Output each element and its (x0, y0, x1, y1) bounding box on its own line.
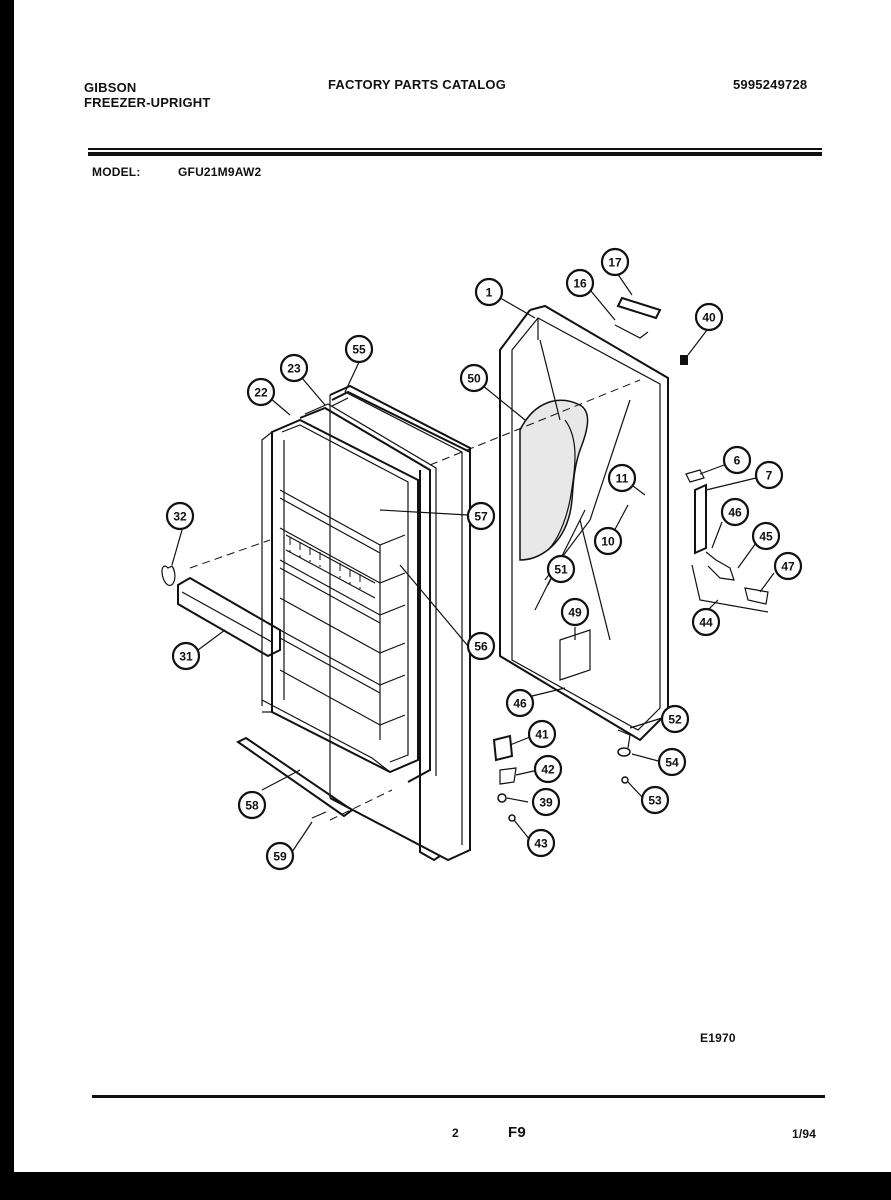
callout-49 (562, 599, 588, 625)
callout-7 (756, 462, 782, 488)
callout-50 (461, 365, 487, 391)
callout-54 (659, 749, 685, 775)
svg-text:57: 57 (474, 509, 488, 524)
svg-text:44: 44 (699, 615, 713, 630)
page-number: 2 (452, 1126, 459, 1140)
svg-text:45: 45 (759, 529, 773, 544)
svg-text:58: 58 (245, 798, 259, 813)
cover-16 (615, 325, 648, 338)
callout-11 (609, 465, 635, 491)
cover-17 (618, 298, 660, 318)
callout-52 (662, 706, 688, 732)
callout-57 (468, 503, 494, 529)
callout-1 (476, 279, 502, 305)
handle-leader (190, 540, 270, 568)
svg-text:41: 41 (535, 727, 549, 742)
callout-42 (535, 756, 561, 782)
callout-53 (642, 787, 668, 813)
model-value: GFU21M9AW2 (178, 165, 262, 179)
callout-10 (595, 528, 621, 554)
svg-text:7: 7 (765, 468, 773, 483)
svg-text:51: 51 (554, 562, 568, 577)
callout-23 (281, 355, 307, 381)
svg-text:10: 10 (601, 534, 615, 549)
svg-text:22: 22 (254, 385, 268, 400)
svg-text:52: 52 (668, 712, 682, 727)
callout-58 (239, 792, 265, 818)
callout-43 (528, 830, 554, 856)
diagram-reference-code: E1970 (700, 1031, 736, 1045)
svg-text:46: 46 (728, 505, 742, 520)
svg-text:49: 49 (568, 605, 582, 620)
svg-text:11: 11 (615, 471, 629, 486)
callout-46-base (507, 690, 533, 716)
product-type: FREEZER-UPRIGHT (84, 95, 211, 110)
svg-text:17: 17 (608, 255, 622, 270)
catalog-date: 1/94 (792, 1127, 817, 1141)
callout-31 (173, 643, 199, 669)
callout-6 (724, 447, 750, 473)
section-code: F9 (508, 1124, 526, 1141)
svg-text:47: 47 (781, 559, 795, 574)
trim-leader (330, 790, 392, 820)
callout-17 (602, 249, 628, 275)
callout-55 (346, 336, 372, 362)
catalog-number: 5995249728 (733, 77, 808, 92)
callout-51 (548, 556, 574, 582)
screw-59 (312, 812, 326, 818)
callout-16 (567, 270, 593, 296)
svg-text:46: 46 (513, 696, 527, 711)
door-trim-top (332, 392, 470, 452)
svg-text:31: 31 (179, 649, 193, 664)
callout-46-hinge (722, 499, 748, 525)
callout-44 (693, 609, 719, 635)
screw-40 (680, 355, 688, 365)
callout-59 (267, 843, 293, 869)
svg-text:42: 42 (541, 762, 555, 777)
svg-text:39: 39 (539, 795, 553, 810)
catalog-title: FACTORY PARTS CATALOG (328, 77, 507, 92)
callout-56 (468, 633, 494, 659)
callout-47 (775, 553, 801, 579)
callout-22 (248, 379, 274, 405)
svg-text:23: 23 (287, 361, 301, 376)
model-label: MODEL: (92, 165, 141, 179)
callout-41 (529, 721, 555, 747)
callout-39 (533, 789, 559, 815)
callout-40 (696, 304, 722, 330)
svg-text:54: 54 (665, 755, 679, 770)
svg-text:55: 55 (352, 342, 366, 357)
svg-text:50: 50 (467, 371, 481, 386)
svg-text:6: 6 (733, 453, 741, 468)
callout-32 (167, 503, 193, 529)
callout-45 (753, 523, 779, 549)
svg-text:43: 43 (534, 836, 548, 851)
footer-rule (92, 1095, 825, 1098)
svg-text:53: 53 (648, 793, 662, 808)
svg-text:56: 56 (474, 639, 488, 654)
brand-name: GIBSON (84, 80, 137, 95)
svg-text:1: 1 (485, 285, 493, 300)
svg-text:40: 40 (702, 310, 716, 325)
svg-text:16: 16 (573, 276, 587, 291)
svg-text:59: 59 (273, 849, 287, 864)
door-liner (262, 420, 418, 772)
svg-text:32: 32 (173, 509, 187, 524)
